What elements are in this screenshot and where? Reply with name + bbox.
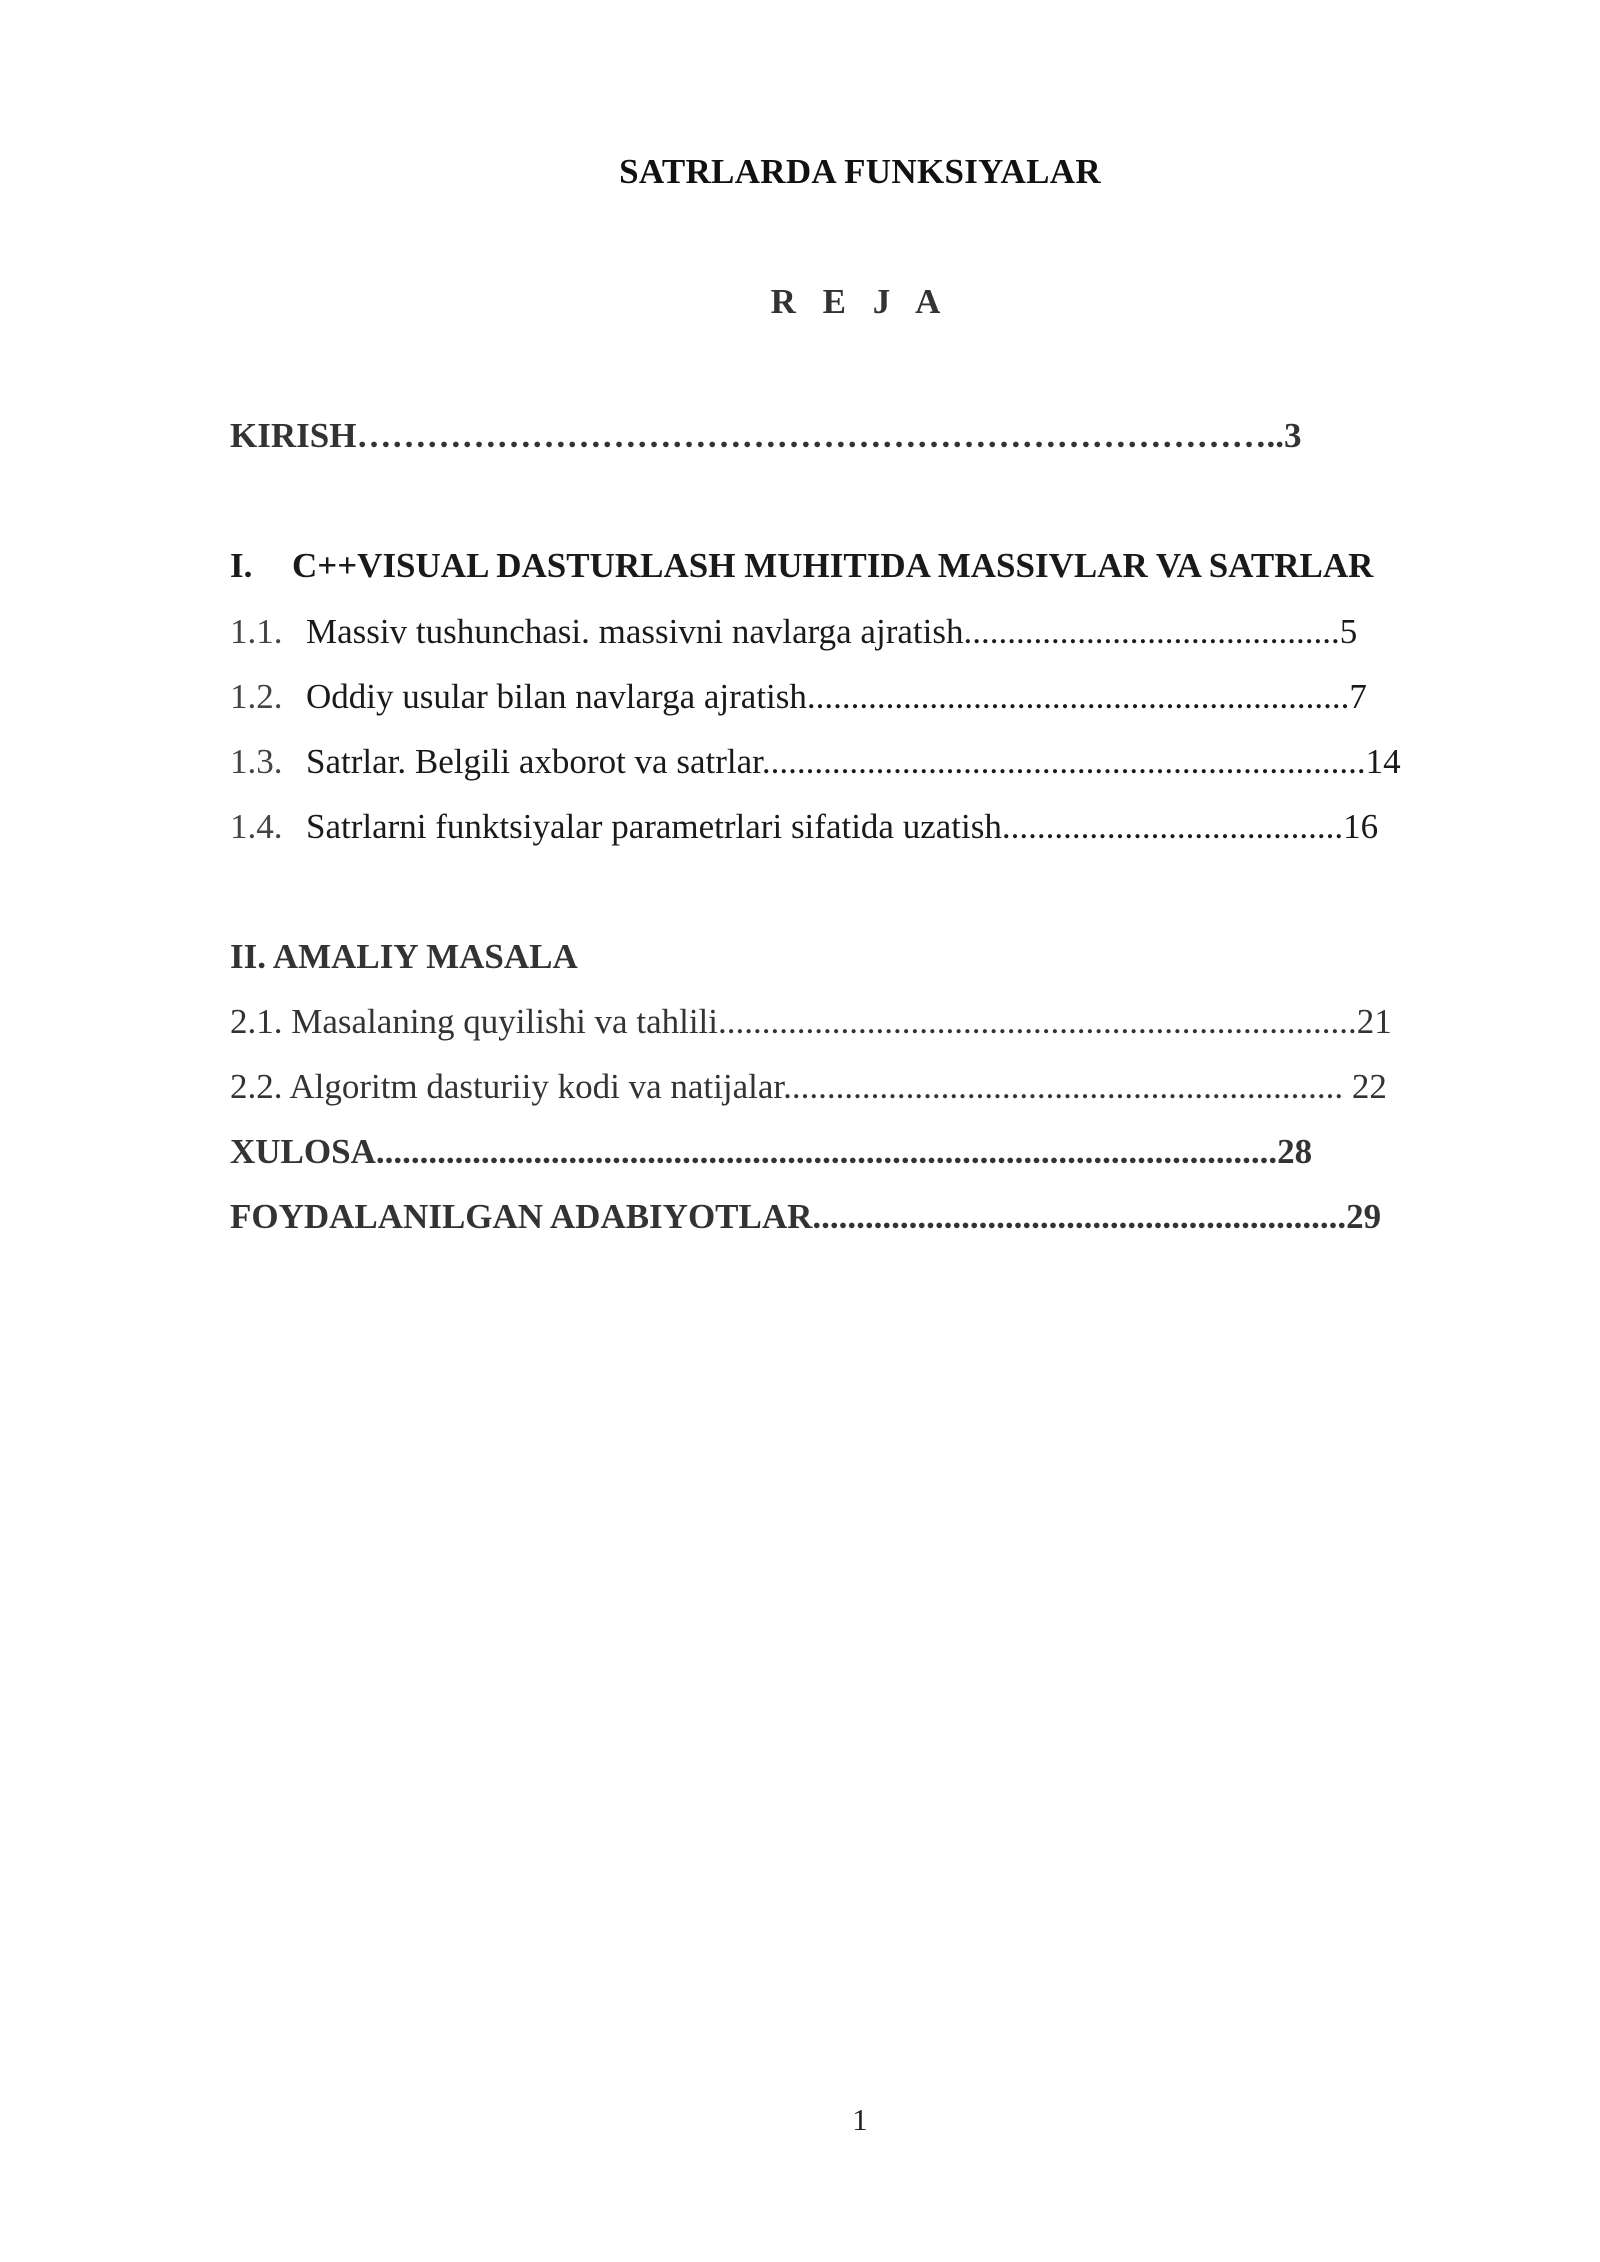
toc-page-number: 22 xyxy=(1343,1067,1387,1106)
chapter-number: I. xyxy=(230,546,253,585)
chapter-title: II. AMALIY MASALA xyxy=(230,937,578,976)
section-number: 1.4. xyxy=(230,807,283,846)
section-title: Oddiy usular bilan navlarga ajratish xyxy=(306,677,807,716)
toc-page-number: 3 xyxy=(1283,416,1302,455)
section-title: Satrlar. Belgili axborot va satrlar xyxy=(306,742,762,781)
section-title: Massiv tushunchasi. massivni navlarga ajratish xyxy=(306,612,964,651)
toc-page-number: 29 xyxy=(1346,1197,1382,1236)
toc-page-number: 14 xyxy=(1365,742,1401,781)
chapter-title: C++VISUAL DASTURLASH MUHITIDA MASSIVLAR VA SATRLAR xyxy=(292,546,1374,585)
toc-page-number: 16 xyxy=(1343,807,1379,846)
toc-section-1-1[interactable] xyxy=(230,610,1357,654)
toc-leader: ....................................... xyxy=(1001,807,1344,846)
section-number: 1.2. xyxy=(230,677,283,716)
page-number: 1 xyxy=(852,2102,868,2137)
section-number: 1.3. xyxy=(230,742,283,781)
toc-page-number: 21 xyxy=(1356,1002,1392,1041)
toc-leader: ....................................................................................................... xyxy=(375,1132,1278,1171)
toc-entry-label: FOYDALANILGAN ADABIYOTLAR xyxy=(230,1197,813,1236)
toc-leader: …………………………………………………………………….. xyxy=(356,416,1284,455)
toc-leader: ........................................... xyxy=(963,612,1340,651)
toc-leader: ................................................................ xyxy=(783,1067,1344,1106)
toc-entry-label: KIRISH xyxy=(230,416,357,455)
toc-chapter-2[interactable] xyxy=(230,935,578,979)
toc-chapter-1[interactable] xyxy=(230,544,1373,588)
toc-page-number: 7 xyxy=(1349,677,1367,716)
toc-page-number: 5 xyxy=(1339,612,1358,651)
section-title: 2.2. Algoritm dasturiiy kodi va natijalar xyxy=(230,1067,784,1106)
document-title: SATRLARDA FUNKSIYALAR xyxy=(619,152,1101,191)
toc-leader: ......................................................................... xyxy=(718,1002,1357,1041)
toc-section-1-3[interactable] xyxy=(230,740,1401,784)
plan-heading: R E J A xyxy=(770,282,950,321)
section-title: Satrlarni funktsiyalar parametrlari sifatida uzatish xyxy=(306,807,1002,846)
section-number: 1.1. xyxy=(230,612,283,651)
toc-entry-references[interactable] xyxy=(230,1195,1381,1239)
toc-entry-label: XULOSA xyxy=(230,1132,376,1171)
toc-entry-intro[interactable] xyxy=(230,414,1301,458)
toc-page-number: 28 xyxy=(1277,1132,1313,1171)
toc-entry-conclusion[interactable] xyxy=(230,1130,1312,1174)
toc-section-2-1[interactable] xyxy=(230,1000,1392,1044)
toc-leader: ............................................................. xyxy=(812,1197,1347,1236)
toc-section-1-4[interactable] xyxy=(230,805,1378,849)
toc-leader: .............................................................. xyxy=(806,677,1350,716)
toc-leader: ..................................................................... xyxy=(761,742,1366,781)
toc-section-1-2[interactable] xyxy=(230,675,1367,719)
toc-section-2-2[interactable] xyxy=(230,1065,1387,1109)
section-title: 2.1. Masalaning quyilishi va tahlili xyxy=(230,1002,719,1041)
